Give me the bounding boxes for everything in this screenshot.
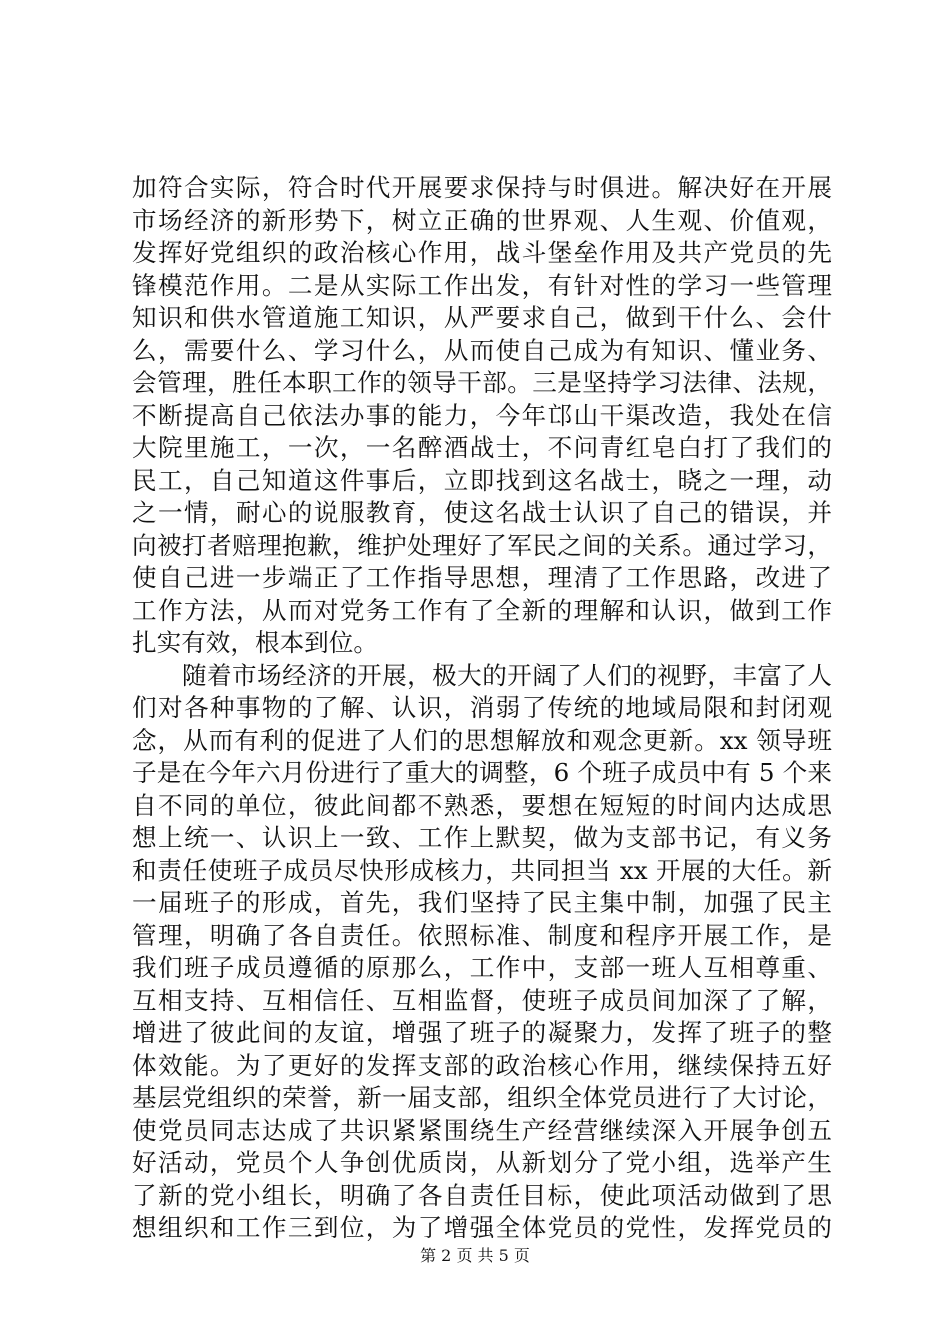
text-line: 么，需要什么、学习什么，从而使自己成为有知识、懂业务、 <box>132 335 832 365</box>
text-line: 锋模范作用。二是从实际工作出发，有针对性的学习一些管理 <box>132 270 832 300</box>
text-line: 之一情，耐心的说服教育，使这名战士认识了自己的错误，并 <box>132 498 832 527</box>
text-line: 使自己进一步端正了工作指导思想，理清了工作思路，改进了 <box>132 563 832 592</box>
text-line: 市场经济的新形势下，树立正确的世界观、人生观、价值观， <box>132 205 832 235</box>
text-line: 会管理，胜任本职工作的领导干部。三是坚持学习法律、法规， <box>132 368 832 397</box>
text-line: 体效能。为了更好的发挥支部的政治核心作用，继续保持五好 <box>132 1050 832 1080</box>
text-line: 互相支持、互相信任、互相监督，使班子成员间加深了了解， <box>132 985 832 1015</box>
text-line: 我们班子成员遵循的原那么，工作中，支部一班人互相尊重、 <box>132 953 832 982</box>
text-line: 基层党组织的荣誉，新一届支部，组织全体党员进行了大讨论， <box>132 1083 832 1112</box>
text-line: 民工，自己知道这件事后，立即找到这名战士，晓之一理，动 <box>132 465 832 495</box>
text-line: 了新的党小组长，明确了各自责任目标，使此项活动做到了思 <box>132 1180 832 1210</box>
text-line: 加符合实际，符合时代开展要求保持与时俱进。解决好在开展 <box>132 173 832 202</box>
text-line: 好活动，党员个人争创优质岗，从新划分了党小组，选举产生 <box>132 1148 832 1177</box>
body-text <box>132 172 832 1245</box>
text-line: 自不同的单位，彼此间都不熟悉，要想在短短的时间内达成思 <box>132 790 832 820</box>
paragraph-first-line: 随着市场经济的开展，极大的开阔了人们的视野，丰富了人 <box>182 660 832 690</box>
text-line: 不断提高自己依法办事的能力，今年邙山干渠改造，我处在信 <box>132 400 832 430</box>
text-line: 一届班子的形成，首先，我们坚持了民主集中制，加强了民主 <box>132 888 832 917</box>
text-line: 想上统一、认识上一致、工作上默契，做为支部书记，有义务 <box>132 823 832 852</box>
text-line: 念，从而有利的促进了人们的思想解放和观念更新。xx 领导班 <box>132 725 832 755</box>
paragraph-end-line: 扎实有效，根本到位。 <box>132 628 378 657</box>
text-line: 和责任使班子成员尽快形成核力，共同担当 xx 开展的大任。新 <box>132 855 832 885</box>
text-line: 知识和供水管道施工知识，从严要求自己，做到干什么、会什 <box>132 303 832 332</box>
text-line: 管理，明确了各自责任。依照标准、制度和程序开展工作，是 <box>132 920 832 950</box>
text-line: 们对各种事物的了解、认识，消弱了传统的地域局限和封闭观 <box>132 693 832 722</box>
page-number-footer: 第 2 页 共 5 页 <box>420 1246 530 1265</box>
text-line: 发挥好党组织的政治核心作用，战斗堡垒作用及共产党员的先 <box>132 238 832 267</box>
text-line: 向被打者赔理抱歉，维护处理好了军民之间的关系。通过学习， <box>132 530 832 560</box>
text-line: 使党员同志达成了共识紧紧围绕生产经营继续深入开展争创五 <box>132 1115 832 1145</box>
text-line: 增进了彼此间的友谊，增强了班子的凝聚力，发挥了班子的整 <box>132 1018 832 1047</box>
text-line: 想组织和工作三到位，为了增强全体党员的党性，发挥党员的 <box>132 1213 832 1242</box>
text-line: 工作方法，从而对党务工作有了全新的理解和认识，做到工作 <box>132 595 832 625</box>
text-line: 大院里施工，一次，一名醉酒战士，不问青红皂白打了我们的 <box>132 433 832 462</box>
text-line: 子是在今年六月份进行了重大的调整，6 个班子成员中有 5 个来 <box>132 758 832 787</box>
